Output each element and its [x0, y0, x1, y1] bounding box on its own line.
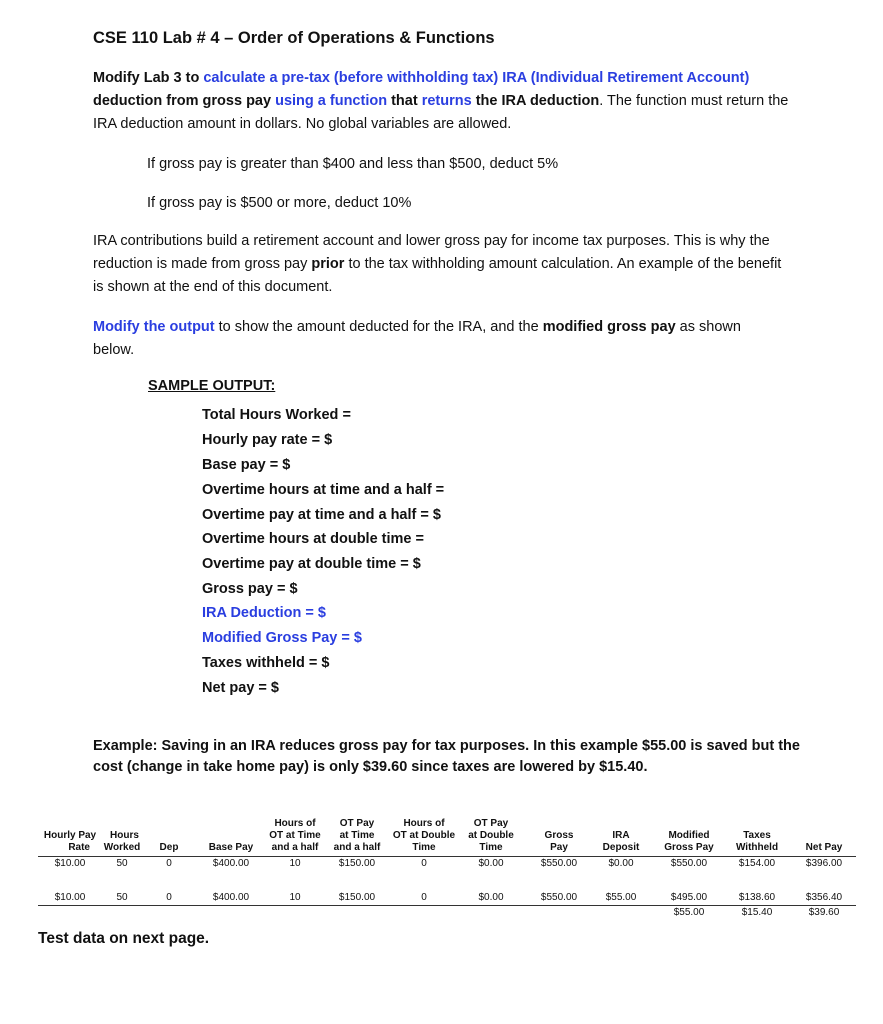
- cell-modified-gross: $495.00: [670, 892, 708, 903]
- modify-part4: as shown below.: [93, 319, 741, 358]
- row2-rule: [38, 905, 856, 906]
- header-ot-pay-time: OT Pay at Time and a half: [333, 818, 381, 853]
- intro-part6: returns: [421, 93, 472, 109]
- output-line-base-pay: Base pay = $: [202, 457, 291, 473]
- cell-ot-pay-double: $0.00: [478, 858, 504, 869]
- cell-ot-pay-time: $150.00: [338, 892, 376, 903]
- header-hourly-pay-rate: Hourly Pay Rate: [43, 830, 97, 853]
- intro-part5: that: [387, 93, 422, 109]
- cell-net-pay: $396.00: [805, 858, 843, 869]
- output-line-ira-deduction: IRA Deduction = $: [202, 605, 326, 621]
- cell-taxes-withheld: $154.00: [738, 858, 776, 869]
- header-dep: Dep: [159, 842, 179, 853]
- test-data-next-page: Test data on next page.: [38, 930, 210, 947]
- intro-part8: . The function must return the IRA deduction amount in dollars. No global variables are allowed.: [93, 93, 789, 132]
- intro-part2: calculate a pre-tax (before withholding tax) IRA (Individual Retirement Account): [203, 70, 750, 86]
- intro-paragraph: [93, 67, 793, 136]
- cell-hours-ot-double: 0: [421, 892, 427, 903]
- cell-base-pay: $400.00: [212, 892, 250, 903]
- header-hours-ot-double: Hours of OT at Double Time: [392, 818, 456, 853]
- output-line-taxes-withheld: Taxes withheld = $: [202, 655, 330, 671]
- cell-taxes-withheld: $138.60: [738, 892, 776, 903]
- output-line-net-pay: Net pay = $: [202, 680, 279, 696]
- modify-part2: to show the amount deducted for the IRA, and the: [214, 319, 543, 335]
- cell-hours-ot-double: 0: [421, 858, 427, 869]
- table-row: [38, 858, 102, 870]
- output-line-ot-hours-double: Overtime hours at double time =: [202, 531, 424, 547]
- diff-modified-gross: $55.00: [673, 907, 705, 918]
- rule-1: If gross pay is greater than $400 and less than $500, deduct 5%: [147, 156, 559, 172]
- cell-gross-pay: $550.00: [540, 892, 578, 903]
- cell-rate: $10.00: [54, 858, 86, 869]
- header-hours-ot-time: Hours of OT at Time and a half: [269, 818, 321, 853]
- output-line-ot-pay-half: Overtime pay at time and a half = $: [202, 507, 441, 523]
- output-line-total-hours: Total Hours Worked =: [202, 407, 351, 423]
- header-ot-pay-double: OT Pay at Double Time: [468, 818, 514, 853]
- cell-ot-pay-time: $150.00: [338, 858, 376, 869]
- cell-hours: 50: [116, 858, 128, 869]
- table-row: [38, 892, 102, 904]
- intro-part7: the IRA deduction: [471, 93, 600, 109]
- modify-paragraph: [93, 316, 783, 362]
- page-title: CSE 110 Lab # 4 – Order of Operations & Functions: [93, 29, 495, 47]
- cell-base-pay: $400.00: [212, 858, 250, 869]
- modify-part1: Modify the output: [93, 319, 215, 335]
- header-ira-deposit: IRA Deposit: [602, 830, 640, 853]
- header-hours-worked: Hours Worked: [103, 830, 141, 853]
- modify-part3: modified gross pay: [542, 319, 676, 335]
- sample-output-heading: SAMPLE OUTPUT:: [148, 378, 276, 394]
- ira-prior: prior: [311, 256, 345, 272]
- cell-hours-ot-time: 10: [289, 858, 301, 869]
- intro-part1: Modify Lab 3 to: [93, 70, 204, 86]
- ira-paragraph-text: IRA contributions build a retirement account and lower gross pay for income tax purposes. This is why the reduction is made from gross pay: [93, 233, 770, 272]
- header-gross-pay: Gross Pay: [544, 830, 574, 853]
- cell-hours: 50: [116, 892, 128, 903]
- rule-2: If gross pay is $500 or more, deduct 10%: [147, 195, 412, 211]
- cell-dep: 0: [166, 858, 172, 869]
- cell-ira-deposit: $55.00: [605, 892, 637, 903]
- ira-paragraph: [93, 230, 793, 299]
- cell-gross-pay: $550.00: [540, 858, 578, 869]
- header-modified-gross: Modified Gross Pay: [664, 830, 714, 853]
- header-taxes-withheld: Taxes Withheld: [735, 830, 779, 853]
- cell-modified-gross: $550.00: [670, 858, 708, 869]
- example-paragraph: Example: Saving in an IRA reduces gross pay for tax purposes. In this example $55.00 is saved but the cost (change in take home pay) is only $39.60 since taxes are lowered by $15.40.: [93, 738, 800, 775]
- cell-dep: 0: [166, 892, 172, 903]
- header-rule: [38, 856, 856, 857]
- output-line-gross-pay: Gross pay = $: [202, 581, 298, 597]
- intro-part4: using a function: [275, 93, 388, 109]
- diff-net-pay: $39.60: [808, 907, 840, 918]
- cell-ira-deposit: $0.00: [608, 858, 634, 869]
- output-line-modified-gross: Modified Gross Pay = $: [202, 630, 362, 646]
- cell-rate: $10.00: [54, 892, 86, 903]
- output-line-ot-pay-double: Overtime pay at double time = $: [202, 556, 421, 572]
- output-line-hourly-rate: Hourly pay rate = $: [202, 432, 333, 448]
- cell-ot-pay-double: $0.00: [478, 892, 504, 903]
- output-line-ot-hours-half: Overtime hours at time and a half =: [202, 482, 445, 498]
- diff-taxes-withheld: $15.40: [741, 907, 773, 918]
- intro-part3: deduction from gross pay: [93, 93, 276, 109]
- ira-paragraph-end: to the tax withholding amount calculation. An example of the benefit is shown at the end of this document.: [93, 256, 782, 295]
- cell-net-pay: $356.40: [805, 892, 843, 903]
- header-net-pay: Net Pay: [805, 842, 843, 853]
- header-base-pay: Base Pay: [208, 842, 254, 853]
- cell-hours-ot-time: 10: [289, 892, 301, 903]
